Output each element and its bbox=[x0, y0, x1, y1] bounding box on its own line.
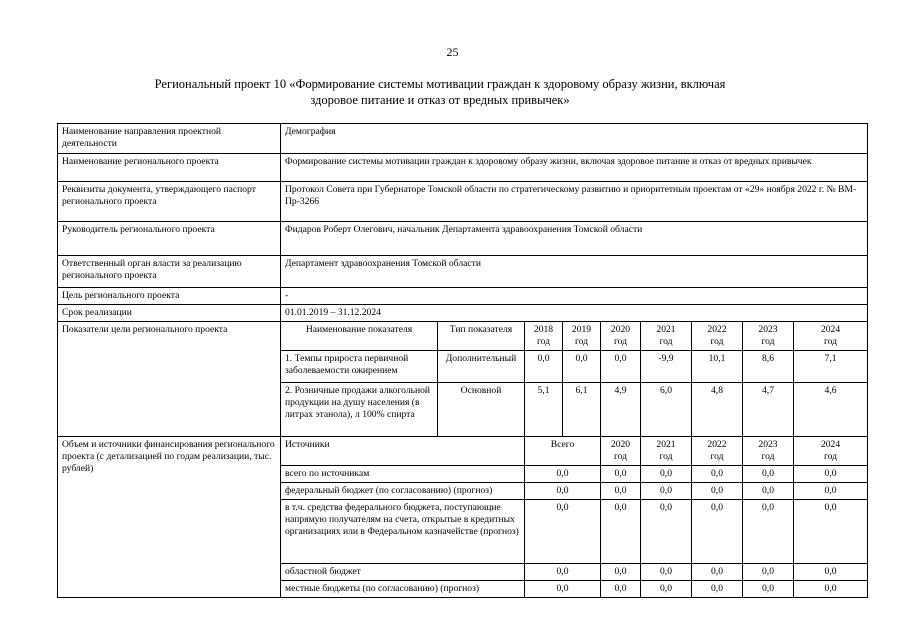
source-value: 0,0 bbox=[692, 500, 743, 564]
indicator-value: 10,1 bbox=[692, 351, 743, 383]
financing-header-row bbox=[58, 437, 868, 466]
source-value: 0,0 bbox=[743, 500, 794, 564]
indicator-row bbox=[58, 383, 868, 437]
source-total: 0,0 bbox=[525, 483, 601, 500]
source-total: 0,0 bbox=[525, 500, 601, 564]
year-header: 2023 год bbox=[743, 437, 794, 466]
value-cell: Формирование системы мотивации граждан к здоровому образу жизни, включая здоровое питание и отказ от вредных привычек bbox=[281, 154, 868, 182]
indicator-value: -9,9 bbox=[641, 351, 692, 383]
source-value: 0,0 bbox=[601, 581, 641, 598]
source-value: 0,0 bbox=[794, 500, 868, 564]
label-cell: Реквизиты документа, утверждающего паспорт регионального проекта bbox=[58, 182, 281, 222]
source-name: всего по источникам bbox=[281, 466, 525, 483]
indicator-value: 6,1 bbox=[563, 383, 601, 437]
year-header: 2023 год bbox=[743, 322, 794, 351]
source-value: 0,0 bbox=[743, 564, 794, 581]
total-header: Всего bbox=[525, 437, 601, 466]
source-value: 0,0 bbox=[601, 564, 641, 581]
indicator-value: 0,0 bbox=[563, 351, 601, 383]
page-title bbox=[110, 76, 770, 108]
indicators-label: Показатели цели регионального проекта bbox=[58, 322, 281, 351]
indicator-type-header: Тип показателя bbox=[438, 322, 525, 351]
indicator-value: 4,6 bbox=[794, 383, 868, 437]
source-value: 0,0 bbox=[692, 466, 743, 483]
label-cell: Цель регионального проекта bbox=[58, 288, 281, 305]
title-line-2: здоровое питание и отказ от вредных привычек» bbox=[310, 93, 570, 107]
source-value: 0,0 bbox=[794, 564, 868, 581]
indicator-value: 4,9 bbox=[601, 383, 641, 437]
source-name: местные бюджеты (по согласованию) (прогноз) bbox=[281, 581, 525, 598]
indicator-name: 2. Розничные продажи алкогольной продукции на душу населения (в литрах этанола), л 100% спирта bbox=[281, 383, 438, 437]
row-authority bbox=[58, 256, 868, 288]
indicator-type: Основной bbox=[438, 383, 525, 437]
label-cell: Наименование направления проектной деятельности bbox=[58, 124, 281, 154]
source-name: областной бюджет bbox=[281, 564, 525, 581]
row-direction bbox=[58, 124, 868, 154]
indicator-value: 0,0 bbox=[601, 351, 641, 383]
year-header: 2024 год bbox=[794, 437, 868, 466]
source-value: 0,0 bbox=[692, 564, 743, 581]
year-header: 2020 год bbox=[601, 322, 641, 351]
label-cell: Руководитель регионального проекта bbox=[58, 222, 281, 256]
financing-label: Объем и источники финансирования регионального проекта (с детализацией по годам реализации, тыс. рублей) bbox=[58, 437, 281, 598]
label-cell: Наименование регионального проекта bbox=[58, 154, 281, 182]
page-number: 25 bbox=[446, 45, 459, 59]
source-value: 0,0 bbox=[601, 466, 641, 483]
value-cell: - bbox=[281, 288, 868, 305]
indicator-type: Дополнительный bbox=[438, 351, 525, 383]
source-value: 0,0 bbox=[743, 466, 794, 483]
indicator-name-header: Наименование показателя bbox=[281, 322, 438, 351]
row-goal bbox=[58, 288, 868, 305]
value-cell: Фидаров Роберт Олегович, начальник Департамента здравоохранения Томской области bbox=[281, 222, 868, 256]
source-value: 0,0 bbox=[601, 483, 641, 500]
row-period bbox=[58, 305, 868, 322]
source-value: 0,0 bbox=[794, 466, 868, 483]
indicator-value: 0,0 bbox=[525, 351, 563, 383]
indicator-row bbox=[58, 351, 868, 383]
source-value: 0,0 bbox=[641, 581, 692, 598]
source-total: 0,0 bbox=[525, 581, 601, 598]
year-header: 2022 год bbox=[692, 322, 743, 351]
year-header: 2020 год bbox=[601, 437, 641, 466]
indicator-name: 1. Темпы прироста первичной заболеваемости ожирением bbox=[281, 351, 438, 383]
year-header: 2018 год bbox=[525, 322, 563, 351]
value-cell: Протокол Совета при Губернаторе Томской области по стратегическому развитию и приоритетным проектам от «29» ноября 2022 г. № ВМ-Пр-3266 bbox=[281, 182, 868, 222]
source-value: 0,0 bbox=[743, 483, 794, 500]
indicator-value: 7,1 bbox=[794, 351, 868, 383]
indicator-value: 4,8 bbox=[692, 383, 743, 437]
indicator-value: 6,0 bbox=[641, 383, 692, 437]
value-cell: 01.01.2019 – 31.12.2024 bbox=[281, 305, 868, 322]
year-header: 2021 год bbox=[641, 322, 692, 351]
source-name: федеральный бюджет (по согласованию) (прогноз) bbox=[281, 483, 525, 500]
project-passport-table bbox=[57, 123, 868, 598]
indicator-value: 8,6 bbox=[743, 351, 794, 383]
value-cell: Демография bbox=[281, 124, 868, 154]
row-document bbox=[58, 182, 868, 222]
row-leader bbox=[58, 222, 868, 256]
source-value: 0,0 bbox=[601, 500, 641, 564]
source-value: 0,0 bbox=[641, 564, 692, 581]
sources-header: Источники bbox=[281, 437, 525, 466]
year-header: 2021 год bbox=[641, 437, 692, 466]
source-value: 0,0 bbox=[641, 466, 692, 483]
value-cell: Департамент здравоохранения Томской области bbox=[281, 256, 868, 288]
source-value: 0,0 bbox=[794, 483, 868, 500]
year-header: 2024 год bbox=[794, 322, 868, 351]
source-value: 0,0 bbox=[641, 483, 692, 500]
source-value: 0,0 bbox=[692, 581, 743, 598]
indicator-value: 5,1 bbox=[525, 383, 563, 437]
source-total: 0,0 bbox=[525, 466, 601, 483]
source-total: 0,0 bbox=[525, 564, 601, 581]
source-value: 0,0 bbox=[794, 581, 868, 598]
source-value: 0,0 bbox=[641, 500, 692, 564]
title-line-1: Региональный проект 10 «Формирование системы мотивации граждан к здоровому образу жизни, включая bbox=[154, 77, 726, 91]
year-header: 2022 год bbox=[692, 437, 743, 466]
label-cell: Ответственный орган власти за реализацию регионального проекта bbox=[58, 256, 281, 288]
indicator-value: 4,7 bbox=[743, 383, 794, 437]
label-cell: Срок реализации bbox=[58, 305, 281, 322]
indicators-header-row bbox=[58, 322, 868, 351]
source-value: 0,0 bbox=[743, 581, 794, 598]
year-header: 2019 год bbox=[563, 322, 601, 351]
source-name: в т.ч. средства федерального бюджета, поступающие напрямую получателям на счета, открытые в кредитных организациях или в Федеральном казначействе (прогноз) bbox=[281, 500, 525, 564]
source-value: 0,0 bbox=[692, 483, 743, 500]
row-project-name bbox=[58, 154, 868, 182]
